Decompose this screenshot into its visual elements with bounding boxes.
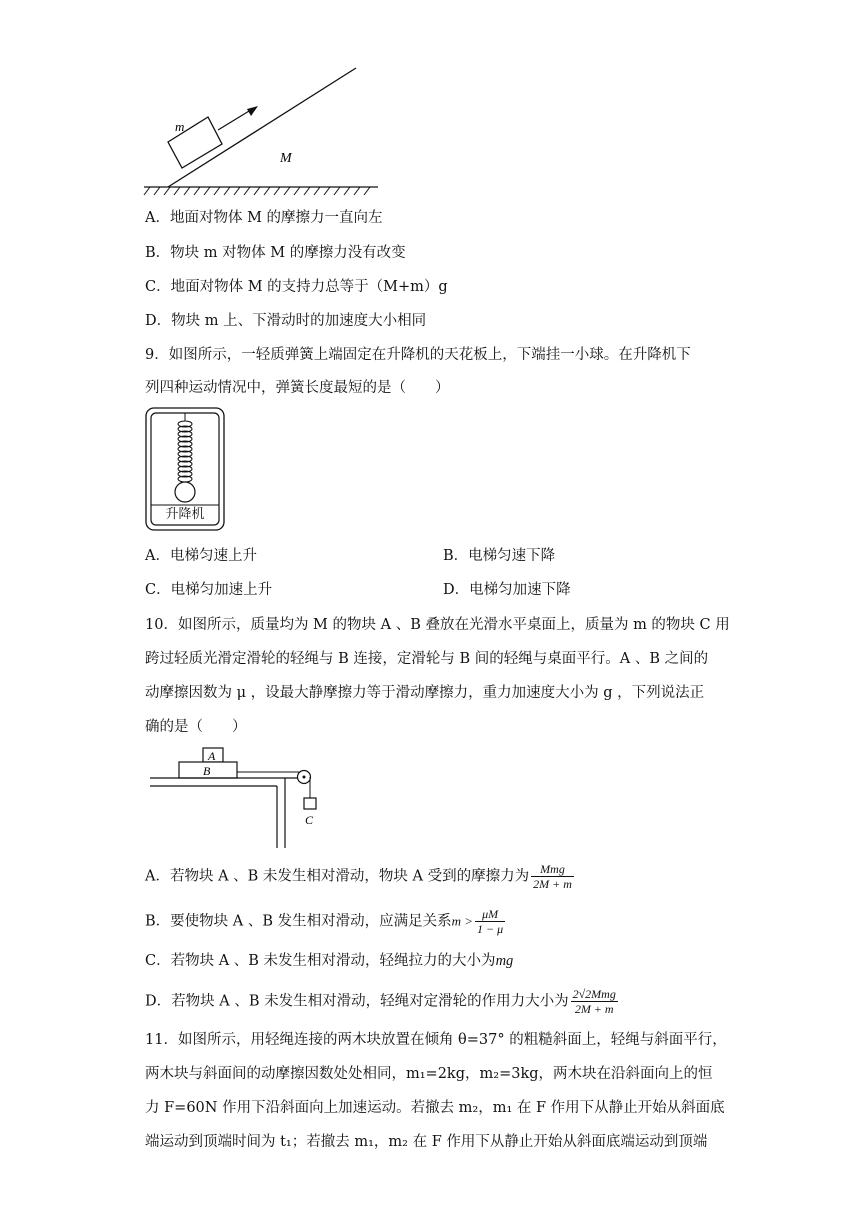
q10-option-b — [145, 907, 505, 936]
q11-line3: 力 F=60N 作用下沿斜面向上加速运动。若撤去 m₂，m₁ 在 F 作用下从静止开始从斜面底 — [145, 1100, 725, 1116]
q10-option-b-denominator: 1 − μ — [477, 922, 504, 936]
q10-option-b-fraction — [475, 907, 505, 936]
q9-stem-line1: 9．如图所示，一轻质弹簧上端固定在升降机的天花板上，下端挂一小球。在升降机下 — [145, 347, 691, 363]
q10-option-a-denominator: 2M + m — [533, 877, 572, 891]
q11-line2: 两木块与斜面间的动摩擦因数处处相同，m₁=2kg，m₂=3kg，两木块在沿斜面向上的恒 — [145, 1066, 713, 1082]
q9-option-d: D．电梯匀加速下降 — [443, 582, 571, 598]
q10-option-a-text: A．若物块 A 、B 未发生相对滑动，物块 A 受到的摩擦力为 — [145, 868, 530, 885]
q10-option-a-fraction — [531, 862, 574, 891]
pulley-block-c-label: C — [305, 813, 314, 827]
incline-M-label: M — [280, 151, 292, 166]
q10-option-b-text: B．要使物块 A 、B 发生相对滑动，应满足关系 — [145, 913, 452, 930]
q10-option-a — [145, 862, 574, 891]
q8-option-d: D．物块 m 上、下滑动时的加速度大小相同 — [145, 313, 427, 329]
q10-option-d-text: D．若物块 A 、B 未发生相对滑动，轻绳对定滑轮的作用力大小为 — [145, 993, 569, 1010]
incline-figure — [140, 60, 390, 200]
q10-stem-line1: 10．如图所示，质量均为 M 的物块 A 、B 叠放在光滑水平桌面上，质量为 m 的物块 C 用 — [145, 617, 730, 633]
q9-stem-line2: 列四种运动情况中，弹簧长度最短的是（ ） — [145, 380, 450, 396]
q10-stem-line4: 确的是（ ） — [145, 719, 247, 735]
q10-option-c-text: C．若物块 A 、B 未发生相对滑动，轻绳拉力的大小为 — [145, 953, 496, 969]
q11-line1: 11．如图所示，用轻绳连接的两木块放置在倾角 θ=37° 的粗糙斜面上，轻绳与斜面平行， — [145, 1032, 727, 1048]
q10-option-d — [145, 987, 618, 1016]
q10-stem-line3: 动摩擦因数为 μ ，设最大静摩擦力等于滑动摩擦力，重力加速度大小为 g ，下列说法正 — [145, 685, 705, 701]
q8-option-c: C．地面对物体 M 的支持力总等于（M+m）g — [145, 279, 448, 295]
q10-option-d-denominator: 2M + m — [574, 1002, 614, 1016]
q8-option-a: A．地面对物体 M 的摩擦力一直向左 — [145, 210, 383, 226]
pulley-figure — [145, 742, 325, 852]
q11-line4: 端运动到顶端时间为 t₁；若撤去 m₁，m₂ 在 F 作用下从静止开始从斜面底端运动到顶端 — [145, 1134, 708, 1150]
incline-m-label: m — [175, 119, 185, 134]
q10-option-a-numerator: Mmg — [531, 862, 574, 877]
q8-option-b: B．物块 m 对物体 M 的摩擦力没有改变 — [145, 245, 406, 261]
q10-option-b-lhs: m > — [451, 913, 474, 929]
q9-option-b: B．电梯匀速下降 — [443, 548, 556, 564]
q10-stem-line2: 跨过轻质光滑定滑轮的轻绳与 B 连接，定滑轮与 B 间的轻绳与桌面平行。A 、B 之间的 — [145, 651, 709, 667]
elevator-figure — [145, 407, 225, 532]
pulley-block-b-label: B — [203, 764, 211, 778]
q10-option-d-numerator: 2√2Mmg — [572, 987, 616, 1001]
q10-option-c — [145, 951, 513, 971]
q10-option-c-value: mg — [495, 953, 514, 969]
q9-option-a: A．电梯匀速上升 — [145, 548, 257, 564]
pulley-block-a-label: A — [208, 749, 216, 763]
q10-option-d-fraction — [571, 987, 618, 1016]
q10-option-b-numerator: μM — [475, 907, 505, 922]
q9-option-c: C．电梯匀加速上升 — [145, 582, 273, 598]
elevator-label: 升降机 — [165, 507, 205, 522]
